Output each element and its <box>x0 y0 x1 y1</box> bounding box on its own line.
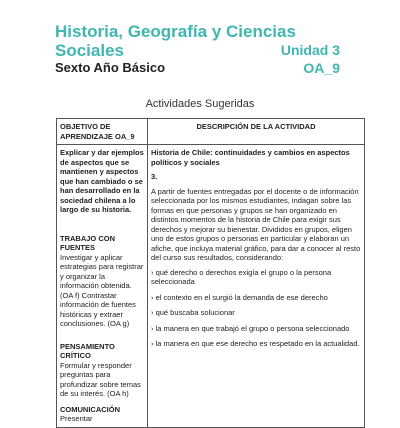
list-item: › el contexto en el surgió la demanda de ese derecho <box>151 292 328 302</box>
activities-table <box>56 118 365 428</box>
skill-title: PENSAMIENTO CRÍTICO <box>60 341 115 360</box>
subject-title-line1: Historia, Geografía y Ciencias <box>55 22 296 41</box>
list-item: › qué derecho o derechos exigía el grupo o la persona seleccionada <box>151 267 332 286</box>
activity-title: Historia de Chile: continuidades y cambios en aspectos políticos y sociales <box>151 148 350 167</box>
activity-number: 3. <box>151 172 158 181</box>
skill-text: Presentar <box>60 414 93 423</box>
description-cell <box>148 145 365 428</box>
objective-column-header: OBJETIVO DE APRENDIZAJE OA_9 <box>57 119 148 145</box>
skill-title: COMUNICACIÓN <box>60 404 120 414</box>
skill-title: TRABAJO CON FUENTES <box>60 233 116 252</box>
oa-label: OA_9 <box>303 60 340 76</box>
skill-text: Investigar y aplicar estrategias para registrar y organizar la información obtenida. (OA f) Contrastar información de fuentes históricas y extraer conclusiones. (OA g) <box>60 252 144 328</box>
unit-label: Unidad 3 <box>280 42 340 58</box>
skill-text: Formular y responder preguntas para profundizar sobre temas de su interés. (OA h) <box>60 360 141 398</box>
table-row <box>57 145 365 428</box>
list-item: › la manera en que trabajó el grupo o persona seleccionado <box>151 323 350 333</box>
description-column-header: DESCRIPCIÓN DE LA ACTIVIDAD <box>148 119 365 145</box>
list-item: › qué buscaba solucionar <box>151 308 235 317</box>
section-title: Actividades Sugeridas <box>145 98 255 110</box>
objective-cell <box>57 145 148 428</box>
subject-title-line2: Sociales <box>55 41 124 60</box>
subject-title <box>55 22 296 60</box>
objective-text: Explicar y dar ejemplos de aspectos que se mantienen y aspectos que han cambiado o se han desarrollado en la sociedad chilena a lo largo de su historia. <box>60 148 144 214</box>
activity-text: A partir de fuentes entregadas por el docente o de información seleccionada por los mismos estudiantes, indagan sobre las formas en que personas y grupos se han organizado en distintos momentos de la historia de Chile para exigir sus derechos y mejorar su bienestar. Divididos en grupos, eligen uno de estos grupos o personas en particular y elaboran un afiche, que incluya material gráfico, para dar a conocer al resto del curso sus resultados, considerando: <box>151 186 361 262</box>
grade-label: Sexto Año Básico <box>55 60 166 75</box>
list-item: › la manera en que ese derecho es respetado en la actualidad. <box>151 339 360 348</box>
table-header-row <box>57 119 365 145</box>
